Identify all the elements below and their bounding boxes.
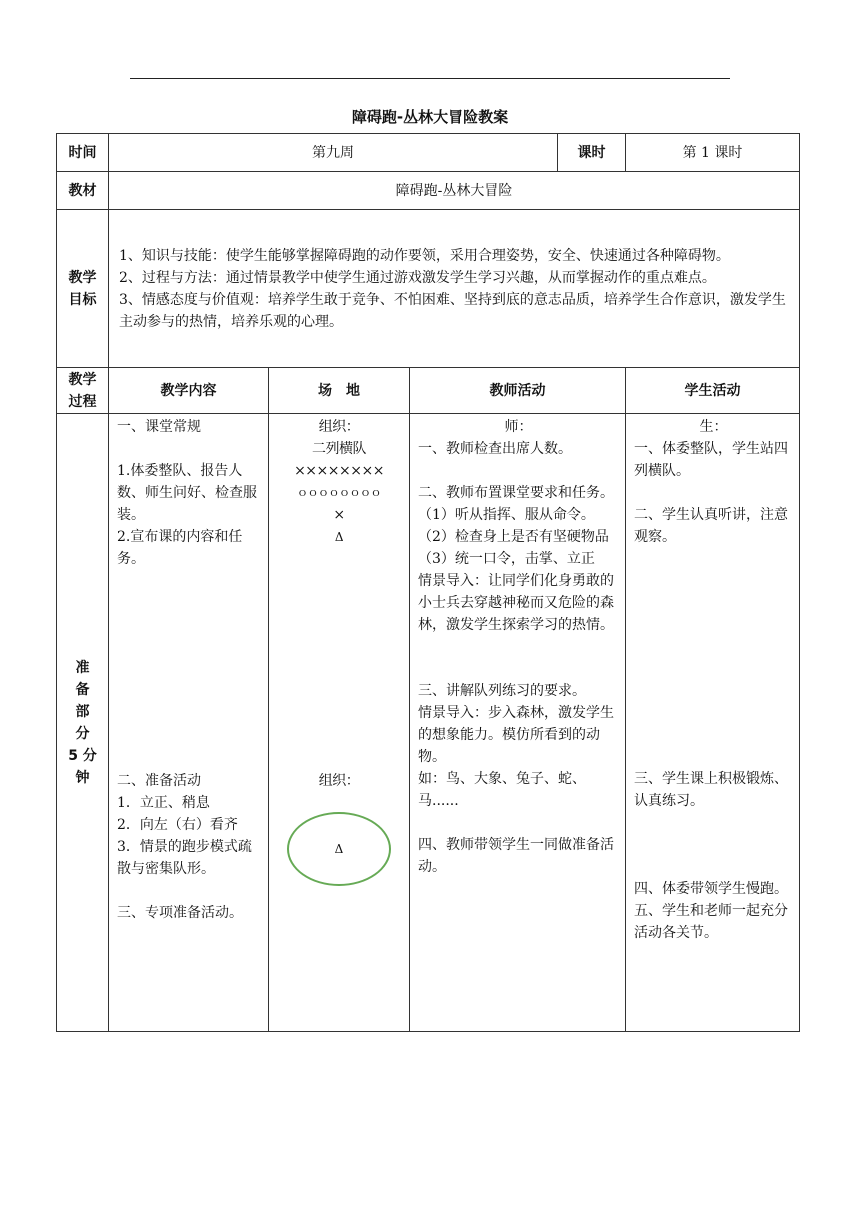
student-row-1: ×××××××× [294,463,384,479]
text-line: 一、教师检查出席人数。 [418,441,572,457]
process-header: 教学 过程 [57,368,109,414]
page-title: 障碍跑-丛林大冒险教案 [351,108,509,126]
student-header: 学生活动 [626,368,800,414]
text-line: 二、学生认真听讲，注意观察。 [634,507,789,545]
text-line: （1）听从指挥、服从命令。 [418,507,595,523]
student-cell [626,414,800,1032]
org-label: 组织： [318,419,360,435]
formation-name: 二列横队 [312,441,366,457]
teacher-header: 教师活动 [410,368,626,414]
circle-formation-diagram [287,812,391,886]
student-block-a [634,416,793,548]
teacher-block-a [418,416,619,636]
content-header: 教学内容 [109,368,269,414]
delta-mark: Δ [334,530,344,544]
time-label: 时间 [57,134,109,172]
text-line: 三、学生课上积极锻炼、认真练习。 [634,771,789,809]
content-block-b [117,770,262,924]
material-value: 障碍跑-丛林大冒险 [109,172,800,210]
text-line [418,460,619,482]
time-value: 第九周 [109,134,558,172]
text-line: 3．情景的跑步模式疏散与密集队形。 [117,839,252,877]
text-line: 生： [699,419,728,435]
goal-item: 2、过程与方法：通过情景教学中使学生通过游戏激发学生学习兴趣，从而掌握动作的重点难点。 [119,269,716,286]
text-line: 2．向左（右）看齐 [117,817,238,833]
text-line [634,834,793,856]
text-line: 五、学生和老师一起充分活动各关节。 [634,903,789,941]
goal-item: 1、知识与技能：使学生能够掌握障碍跑的动作要领，采用合理姿势，安全、快速通过各种障碍物。 [119,247,730,264]
text-line: 四、教师带领学生一同做准备活动。 [418,837,614,875]
text-line: 三、专项准备活动。 [117,905,243,921]
text-line [117,880,262,902]
text-line: 情景导入：步入森林，激发学生的想象能力。模仿所看到的动物。 [418,705,614,765]
venue-header: 场 地 [269,368,410,414]
text-line: 二、准备活动 [117,773,201,789]
venue-cell [269,414,410,1032]
text-line: 1．立正、稍息 [117,795,210,811]
text-line: 如：鸟、大象、兔子、蛇、马...... [418,771,586,809]
material-label: 教材 [57,172,109,210]
student-block-b [634,768,793,944]
text-line: （3）统一口令，击掌、立正 [418,551,595,567]
teacher-cell [410,414,626,1032]
lesson-label: 课时 [558,134,626,172]
content-block-a [117,416,262,570]
text-line: 三、讲解队列练习的要求。 [418,683,586,699]
goals-list [109,210,800,368]
teacher-block-b [418,680,619,878]
goals-label: 教学 目标 [57,210,109,368]
delta-mark: Δ [334,842,344,856]
text-line: 1.体委整队、报告人数、师生问好、检查服装。 [117,463,257,523]
text-line: 四、体委带领学生慢跑。 [634,881,789,897]
text-line: 一、体委整队，学生站四列横队。 [634,441,789,479]
section-label: 准 备 部 分 5 分 钟 [57,414,109,1032]
text-line [418,812,619,834]
text-line [117,438,262,460]
lesson-plan-table [56,133,800,1032]
goal-item: 3、情感态度与价值观：培养学生敢于竞争、不怕困难、坚持到底的意志品质，培养学生合作意识，激发学生主动参与的热情，培养乐观的心理。 [119,291,786,330]
text-line [634,856,793,878]
content-cell [109,414,269,1032]
teacher-mark: × [333,507,345,523]
text-line [634,812,793,834]
header-rule [130,78,730,79]
text-line: 二、教师布置课堂要求和任务。 [418,485,614,501]
text-line: （2）检查身上是否有坚硬物品 [418,529,609,545]
text-line [634,482,793,504]
student-row-2: ｏｏｏｏｏｏｏｏ [297,486,381,499]
org-label-b: 组织： [318,773,360,789]
lesson-value: 第 1 课时 [626,134,800,172]
text-line: 情景导入：让同学们化身勇敢的小士兵去穿越神秘而又危险的森林，激发学生探索学习的热情。 [418,573,614,633]
formation-diagram [273,416,405,548]
text-line: 一、课堂常规 [117,419,201,435]
text-line: 2.宣布课的内容和任务。 [117,529,243,567]
text-line: 师： [504,419,533,435]
